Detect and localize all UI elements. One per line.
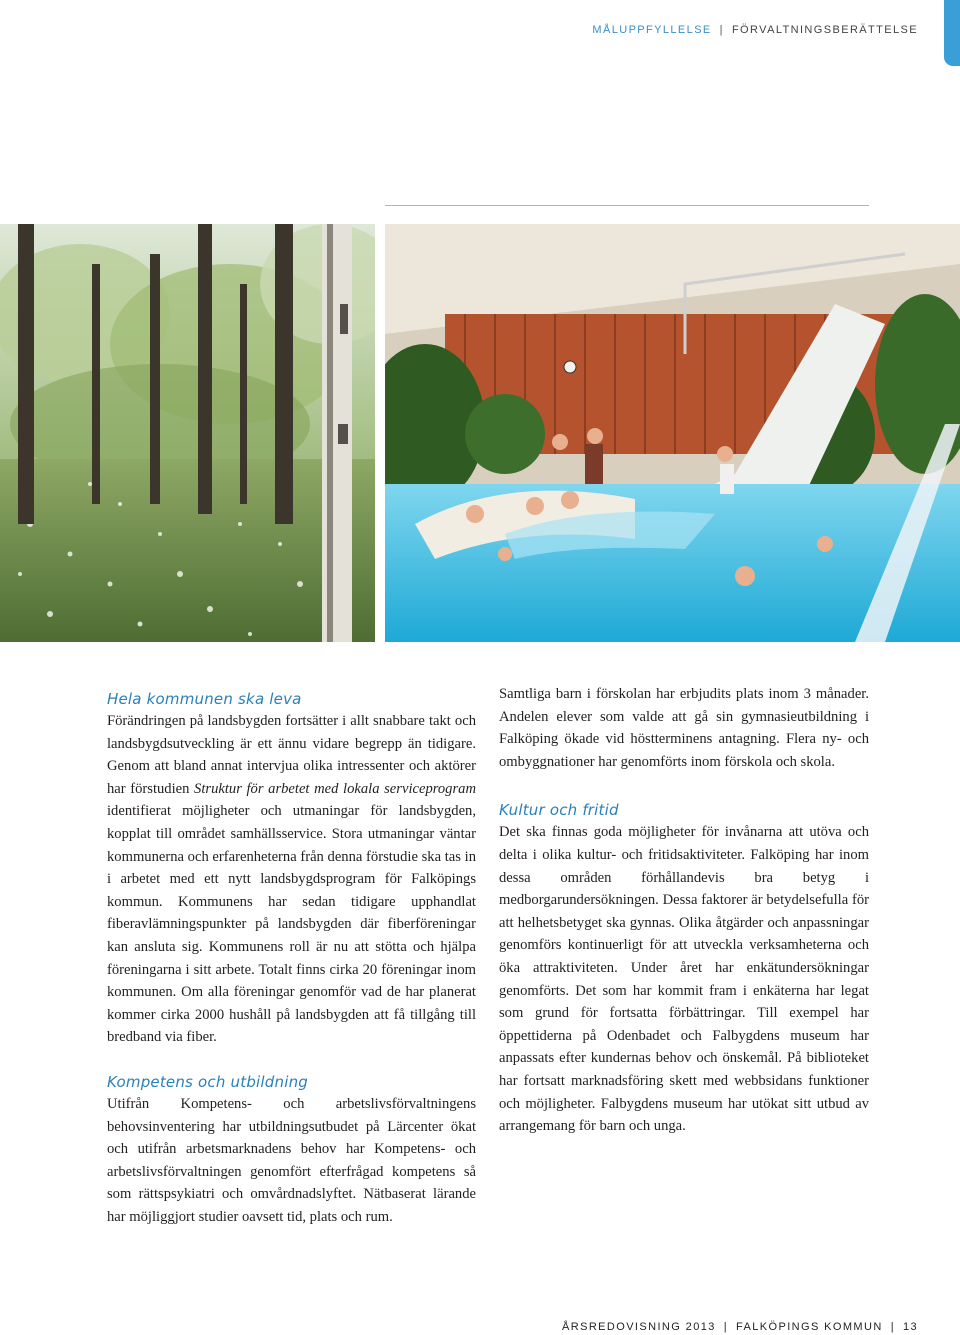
page-edge-tab bbox=[944, 0, 960, 66]
left-text-column bbox=[107, 688, 476, 1228]
running-header bbox=[592, 24, 918, 36]
header-separator: | bbox=[719, 24, 724, 36]
header-section: MÅLUPPFYLLELSE bbox=[592, 24, 712, 36]
running-footer bbox=[562, 1321, 918, 1333]
paragraph-landsbygd bbox=[107, 710, 476, 1049]
footer-report: ÅRSREDOVISNING 2013 bbox=[562, 1321, 716, 1333]
heading-kompetens: Kompetens och utbildning bbox=[107, 1072, 309, 1091]
heading-kultur: Kultur och fritid bbox=[499, 801, 619, 820]
heading-hela-kommunen: Hela kommunen ska leva bbox=[107, 690, 302, 708]
paragraph-landsbygd-part1: Förändringen på landsbygden fortsätter i allt snabbare takt och landsbygdsutveckling är ett ännu vidare begrepp än tidigare. Genom att bland annat intervjua olika intressenter och aktörer har förstudien bbox=[107, 713, 476, 797]
paragraph-kompetens: Utifrån Kompetens- och arbetslivsförvaltningens behovsinventering har utbildningsutbudet på Lärcenter ökat och utifrån arbetsmarknadens behov har Kompetens- och arbetslivsförvaltningen genomfört efterfrågad kompetens så som rättspsykiatri och omvårdnadslyftet. Nätbaserat lärande har möjliggjort studier oavsett tid, plats och rum. bbox=[107, 1095, 476, 1225]
footer-separator-1: | bbox=[723, 1321, 729, 1333]
header-rule bbox=[385, 205, 869, 206]
forest-photo bbox=[0, 224, 375, 642]
footer-org: FALKÖPINGS KOMMUN bbox=[736, 1321, 883, 1333]
page-number: 13 bbox=[902, 1321, 918, 1333]
study-title: Struktur för arbetet med lokala serviceprogram bbox=[194, 780, 476, 797]
header-subsection: FÖRVALTNINGSBERÄTTELSE bbox=[731, 24, 918, 36]
swimming-pool-photo bbox=[385, 224, 960, 642]
right-text-column bbox=[499, 683, 869, 1138]
paragraph-forskola: Samtliga barn i förskolan har erbjudits plats inom 3 månader. Andelen elever som valde att gå sin gymnasieutbildning i Falköping ökade vid höstterminens antagning. Flera ny- och ombyggnationer har genomförts inom förskola och skola. bbox=[499, 686, 869, 770]
footer-separator-2: | bbox=[890, 1321, 895, 1333]
paragraph-kultur: Det ska finnas goda möjligheter för invånarna att utöva och delta i olika kultur- och fritidsaktiviteter. Falköping har inom dessa områden förhållandevis bra betyg i medborgarundersökningen. Dessa faktorer är betydelsefulla för att helhetsbetyget ska gynnas. Olika åtgärder och anpassningar genomförs kontinuerligt för att utveckla verksamheterna och öka attraktiviteten. Under året har enkätundersökningar genomförts. Det som har kommit fram i enkäterna har legat som grund för fortsatta förbättringar. Till exempel har öppettiderna på Odenbadet och Falbygdens museum har anpassats efter kundernas behov och önskemål. På biblioteket har fortsatt marknadsföring skett med webbsidans funktioner och möjligheter. Falbygdens museum har utökat sitt utbud av arrangemang för barn och unga. bbox=[499, 824, 869, 1135]
paragraph-landsbygd-part2: identifierat möjligheter och utmaningar för landsbygden, kopplat till området samhällsservice. Stora utmaningar väntar kommunerna och erfarenheterna från denna förstudie ska tas in i arbetet med ett nytt landsbygdsprogram för Falköpings kommun. Kommunens har sedan tidigare upphandlat fiberavlämningspunkter på landsbygden där fiberföreningar kan ansluta sig. Kommunens roll är nu att stötta och hjälpa föreningarna i sitt arbete. Totalt finns cirka 20 föreningar inom kommunen. Om alla föreningar genomför vad de har planerat kommer cirka 2000 hushåll på landsbygden att få tillgång till bredband via fiber. bbox=[107, 803, 476, 1046]
